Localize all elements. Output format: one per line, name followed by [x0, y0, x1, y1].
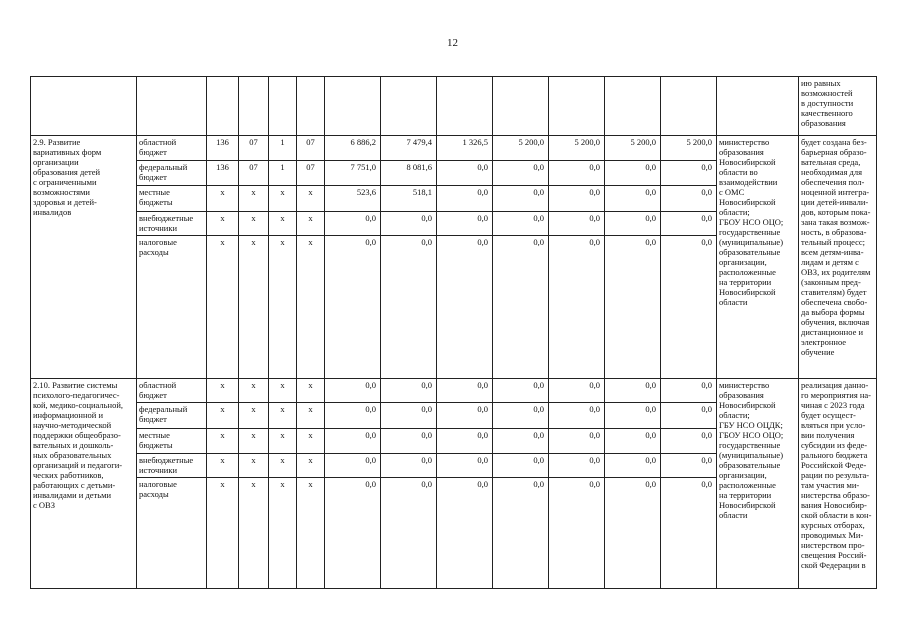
- table-row: 2.9. Развитие вариативных форм организации образования детей с ограниченными возможностями здоровья и детей- инвалидов областной бюджет 136 07 1 07 6 886,2 7 479,4 1 326,5 5 200,0 5 200,0 5 200,0 5 200,0 министерство образования Новосибирской области во взаимодействии с ОМС Новосибирской области; ГБОУ НСО ОЦО; государственные (муниципальные) образовательные организации, расположенные на территории Новосибирской области будет создана без- барьерная образо- вательная среда, необходимая для обеспечения пол- ноценной интегра- ции детей-инвали- дов, которым пока- зана такая возмож- ность, в образова- тельный процесс; всем детям-инва- лидам и детям с ОВЗ, их родителям (законным пред- ставителям) будет обеспечена свобо- да выбора формы обучения, включая дистанционное и электронное обучение: [31, 136, 877, 161]
- funding-source: федеральный бюджет: [137, 161, 207, 186]
- funding-source: местные бюджеты: [137, 186, 207, 212]
- program-measures-table: [30, 76, 877, 589]
- table-wrapper: [30, 76, 877, 589]
- table-row: внебюджетные источники х х х х 0,0 0,0 0,0 0,0 0,0 0,0 0,0: [31, 212, 877, 236]
- table-row: местные бюджеты х х х х 523,6 518,1 0,0 0,0 0,0 0,0 0,0: [31, 186, 877, 212]
- table-row: местные бюджеты х х х х 0,0 0,0 0,0 0,0 0,0 0,0 0,0: [31, 429, 877, 454]
- page-number: 12: [447, 37, 458, 49]
- executor: министерство образования Новосибирской области; ГБУ НСО ОЦДК; ГБОУ НСО ОЦО; государственные (муниципальные) образовательные организации, расположенные на территории Новосибирской области: [717, 379, 799, 589]
- executor: министерство образования Новосибирской области во взаимодействии с ОМС Новосибирской области; ГБОУ НСО ОЦО; государственные (муниципальные) образовательные организации, расположенные на территории Новосибирской области: [717, 136, 799, 379]
- continuation-row: [31, 77, 877, 136]
- measure-title: 2.10. Развитие системы психолого-педагогичес- кой, медико-социальной, информационной и научно-методической поддержки общеобразо- вательных и дошколь- ных образовательных организаций и педагоги- ческих работников, работающих с детьми- инвалидами и детьми с ОВЗ: [31, 379, 137, 589]
- table-row: внебюджетные источники х х х х 0,0 0,0 0,0 0,0 0,0 0,0 0,0: [31, 454, 877, 478]
- funding-source: налоговые расходы: [137, 478, 207, 589]
- measure-title: 2.9. Развитие вариативных форм организации образования детей с ограниченными возможностями здоровья и детей- инвалидов: [31, 136, 137, 379]
- funding-source: местные бюджеты: [137, 429, 207, 454]
- table-row: налоговые расходы х х х х 0,0 0,0 0,0 0,0 0,0 0,0 0,0: [31, 478, 877, 589]
- funding-source: областной бюджет: [137, 379, 207, 403]
- continuation-result: ию равных возможностей в доступности качественного образования: [799, 77, 877, 136]
- funding-source: налоговые расходы: [137, 236, 207, 379]
- funding-source: внебюджетные источники: [137, 454, 207, 478]
- table-row: налоговые расходы х х х х 0,0 0,0 0,0 0,0 0,0 0,0 0,0: [31, 236, 877, 379]
- funding-source: областной бюджет: [137, 136, 207, 161]
- table-row: 2.10. Развитие системы психолого-педагогичес- кой, медико-социальной, информационной и научно-методической поддержки общеобразо- вательных и дошколь- ных образовательных организаций и педагоги- ческих работников, работающих с детьми- инвалидами и детьми с ОВЗ областной бюджет х х х х 0,0 0,0 0,0 0,0 0,0 0,0 0,0 министерство образования Новосибирской области; ГБУ НСО ОЦДК; ГБОУ НСО ОЦО; государственные (муниципальные) образовательные организации, расположенные на территории Новосибирской области реализация данно- го мероприятия на- чиная с 2023 года будет осущест- вляться при усло- вии получения субсидии из феде- рального бюджета Российской Феде- рации по результа- там участия ми- нистерства образо- вания Новосибир- ской области в кон- курсных отборах, проводимых Ми- нистерством про- свещения Россий- ской Федерации в: [31, 379, 877, 403]
- table-row: федеральный бюджет х х х х 0,0 0,0 0,0 0,0 0,0 0,0 0,0: [31, 403, 877, 429]
- table-row: федеральный бюджет 136 07 1 07 7 751,0 8 081,6 0,0 0,0 0,0 0,0 0,0: [31, 161, 877, 186]
- funding-source: федеральный бюджет: [137, 403, 207, 429]
- expected-result: будет создана без- барьерная образо- вательная среда, необходимая для обеспечения пол- ноценной интегра- ции детей-инвали- дов, которым пока- зана такая возмож- ность, в образова- тельный процесс; всем детям-инва- лидам и детям с ОВЗ, их родителям (законным пред- ставителям) будет обеспечена свобо- да выбора формы обучения, включая дистанционное и электронное обучение: [799, 136, 877, 379]
- funding-source: внебюджетные источники: [137, 212, 207, 236]
- expected-result: реализация данно- го мероприятия на- чиная с 2023 года будет осущест- вляться при усло- вии получения субсидии из феде- рального бюджета Российской Феде- рации по результа- там участия ми- нистерства образо- вания Новосибир- ской области в кон- курсных отборах, проводимых Ми- нистерством про- свещения Россий- ской Федерации в: [799, 379, 877, 589]
